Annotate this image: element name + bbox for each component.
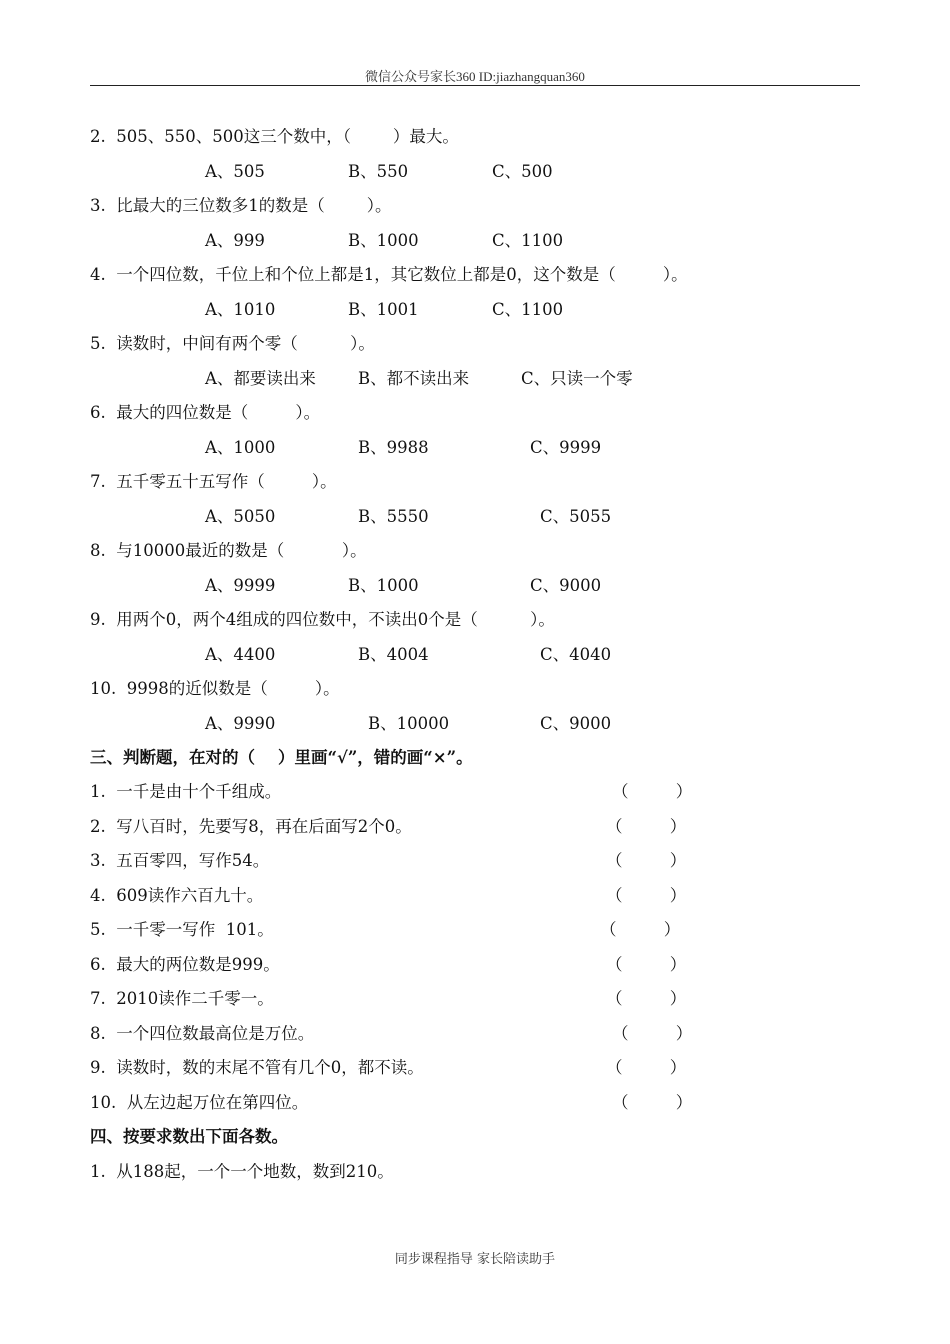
judgement-item-4: 4. 609读作六百九十。 <box>90 886 264 905</box>
question-5-option-b: B、都不读出来 <box>358 369 470 388</box>
question-3-option-c: C、1100 <box>492 231 564 250</box>
question-6-option-b: B、9988 <box>358 438 429 457</box>
question-2-option-a: A、505 <box>205 162 265 181</box>
judgement-item-9: 9. 读数时，数的末尾不管有几个0，都不读。 <box>90 1058 424 1077</box>
page-header: 微信公众号家长360 ID:jiazhangquan360 <box>365 69 585 84</box>
section-3-heading: 三、判断题，在对的（ ）里画“√”，错的画“×”。 <box>90 748 473 767</box>
question-3-option-a: A、999 <box>205 231 265 250</box>
judgement-answer-blank-10[interactable]: （ ） <box>612 1093 693 1112</box>
judgement-item-6: 6. 最大的两位数是999。 <box>90 955 280 974</box>
question-5-stem: 5. 读数时，中间有两个零（ ）。 <box>90 334 375 353</box>
judgement-answer-blank-2[interactable]: （ ） <box>606 817 687 836</box>
counting-item-1: 1. 从188起，一个一个地数，数到210。 <box>90 1162 394 1181</box>
question-7-option-b: B、5550 <box>358 507 429 526</box>
judgement-item-2: 2. 写八百时，先要写8，再在后面写2个0。 <box>90 817 412 836</box>
question-3-stem: 3. 比最大的三位数多1的数是（ ）。 <box>90 196 392 215</box>
question-6-option-a: A、1000 <box>205 438 276 457</box>
question-10-option-b: B、10000 <box>368 714 450 733</box>
question-3-option-b: B、1000 <box>348 231 419 250</box>
judgement-item-8: 8. 一个四位数最高位是万位。 <box>90 1024 315 1043</box>
judgement-item-5: 5. 一千零一写作 101。 <box>90 920 274 939</box>
judgement-item-1: 1. 一千是由十个千组成。 <box>90 782 282 801</box>
question-2-option-c: C、500 <box>492 162 553 181</box>
judgement-answer-blank-5[interactable]: （ ） <box>600 920 681 939</box>
judgement-answer-blank-6[interactable]: （ ） <box>606 955 687 974</box>
question-10-option-a: A、9990 <box>205 714 276 733</box>
judgement-answer-blank-9[interactable]: （ ） <box>606 1058 687 1077</box>
question-9-option-c: C、4040 <box>540 645 612 664</box>
question-6-stem: 6. 最大的四位数是（ ）。 <box>90 403 321 422</box>
judgement-answer-blank-1[interactable]: （ ） <box>612 782 693 801</box>
question-7-stem: 7. 五千零五十五写作（ ）。 <box>90 472 337 491</box>
question-8-stem: 8. 与10000最近的数是（ ）。 <box>90 541 367 560</box>
question-4-option-b: B、1001 <box>348 300 419 319</box>
question-8-option-a: A、9999 <box>205 576 276 595</box>
judgement-item-3: 3. 五百零四，写作54。 <box>90 851 270 870</box>
question-6-option-c: C、9999 <box>530 438 602 457</box>
judgement-answer-blank-4[interactable]: （ ） <box>606 886 687 905</box>
question-10-option-c: C、9000 <box>540 714 612 733</box>
judgement-item-10: 10. 从左边起万位在第四位。 <box>90 1093 309 1112</box>
question-5-option-c: C、只读一个零 <box>521 369 633 388</box>
question-8-option-c: C、9000 <box>530 576 602 595</box>
judgement-answer-blank-7[interactable]: （ ） <box>606 989 687 1008</box>
question-2-stem: 2. 505、550、500这三个数中，（ ）最大。 <box>90 127 459 146</box>
question-9-option-b: B、4004 <box>358 645 429 664</box>
header-divider <box>90 85 860 86</box>
question-9-stem: 9. 用两个0，两个4组成的四位数中，不读出0个是（ ）。 <box>90 610 555 629</box>
judgement-item-7: 7. 2010读作二千零一。 <box>90 989 274 1008</box>
question-7-option-a: A、5050 <box>205 507 276 526</box>
question-4-stem: 4. 一个四位数，千位上和个位上都是1，其它数位上都是0，这个数是（ ）。 <box>90 265 688 284</box>
question-9-option-a: A、4400 <box>205 645 276 664</box>
judgement-answer-blank-8[interactable]: （ ） <box>612 1024 693 1043</box>
question-4-option-a: A、1010 <box>205 300 276 319</box>
question-10-stem: 10. 9998的近似数是（ ）。 <box>90 679 340 698</box>
question-8-option-b: B、1000 <box>348 576 419 595</box>
question-4-option-c: C、1100 <box>492 300 564 319</box>
question-7-option-c: C、5055 <box>540 507 612 526</box>
judgement-answer-blank-3[interactable]: （ ） <box>606 851 687 870</box>
question-2-option-b: B、550 <box>348 162 409 181</box>
page-footer: 同步课程指导 家长陪读助手 <box>394 1252 556 1267</box>
question-5-option-a: A、都要读出来 <box>205 369 316 388</box>
section-4-heading: 四、按要求数出下面各数。 <box>90 1127 288 1146</box>
